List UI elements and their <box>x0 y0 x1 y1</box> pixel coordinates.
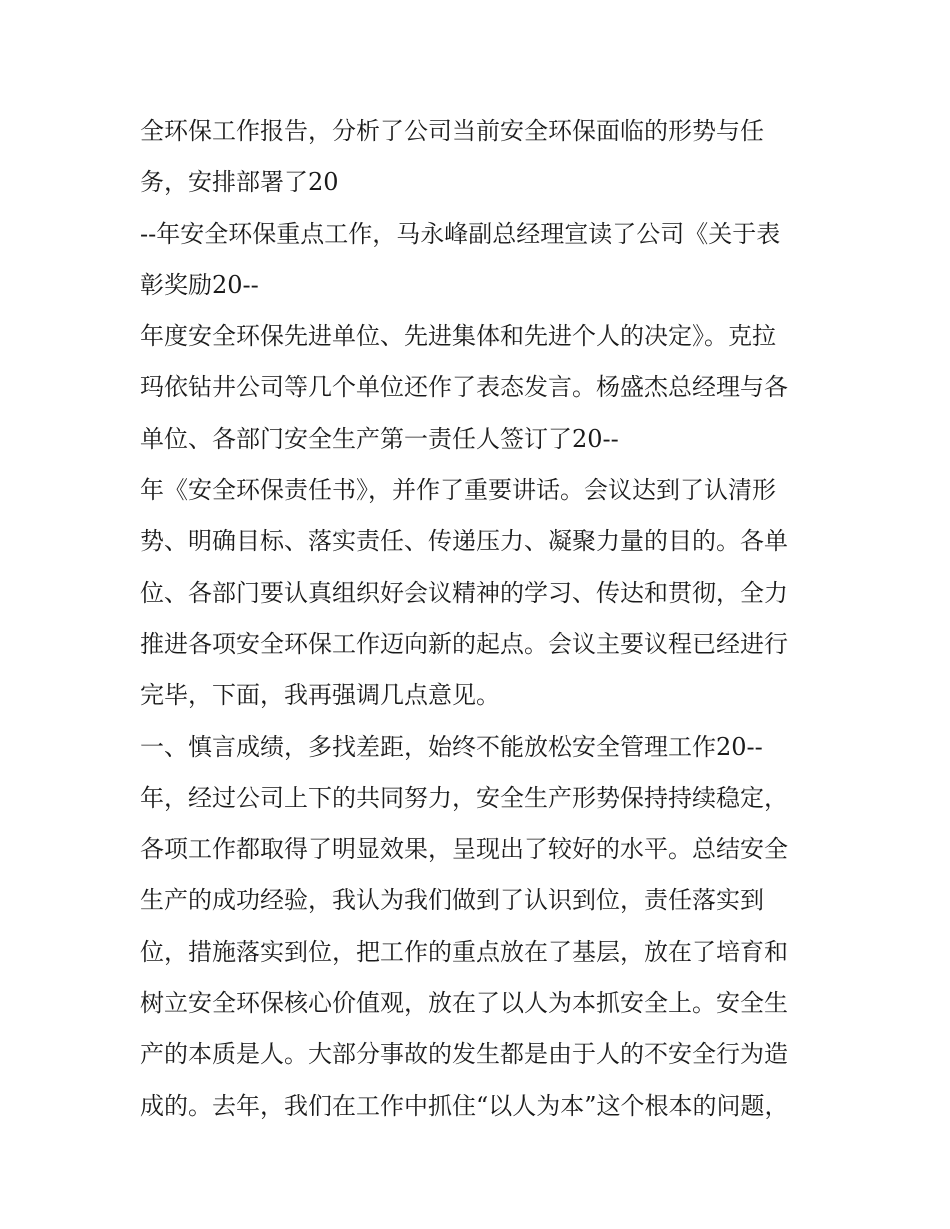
text-line: 产的本质是人。大部分事故的发生都是由于人的不安全行为造 <box>140 1040 788 1069</box>
text-line: 位、各部门要认真组织好会议精神的学习、传达和贯彻，全力 <box>140 578 788 607</box>
text-line: 务，安排部署了20 <box>140 168 339 197</box>
text-line: 全环保工作报告，分析了公司当前安全环保面临的形势与任 <box>140 117 764 145</box>
text-line: 成的。去年，我们在工作中抓住“以人为本”这个根本的问题， <box>140 1091 789 1120</box>
body-text <box>140 106 830 1132</box>
text-line: 各项工作都取得了明显效果，呈现出了较好的水平。总结安全 <box>140 835 788 864</box>
text-line: --年安全环保重点工作，马永峰副总经理宣读了公司《关于表 <box>140 219 781 248</box>
text-line: 年，经过公司上下的共同努力，安全生产形势保持持续稳定， <box>140 783 788 812</box>
text-line: 玛依钻井公司等几个单位还作了表态发言。杨盛杰总经理与各 <box>140 373 788 402</box>
text-line: 彰奖励20-- <box>140 270 259 299</box>
text-line: 生产的成功经验，我认为我们做到了认识到位，责任落实到 <box>140 886 764 915</box>
text-line: 一、慎言成绩，多找差距，始终不能放松安全管理工作20-- <box>140 732 763 761</box>
text-line: 年《安全环保责任书》，并作了重要讲话。会议达到了认清形 <box>140 476 776 505</box>
text-line: 位，措施落实到位，把工作的重点放在了基层，放在了培育和 <box>140 937 788 966</box>
text-line: 势、明确目标、落实责任、传递压力、凝聚力量的目的。各单 <box>140 527 788 556</box>
text-line: 单位、各部门安全生产第一责任人签订了20-- <box>140 424 619 453</box>
text-line: 年度安全环保先进单位、先进集体和先进个人的决定》。克拉 <box>140 322 776 351</box>
text-line: 完毕，下面，我再强调几点意见。 <box>140 681 500 710</box>
text-line: 推进各项安全环保工作迈向新的起点。会议主要议程已经进行 <box>140 629 788 658</box>
text-line: 树立安全环保核心价值观，放在了以人为本抓安全上。安全生 <box>140 989 788 1018</box>
